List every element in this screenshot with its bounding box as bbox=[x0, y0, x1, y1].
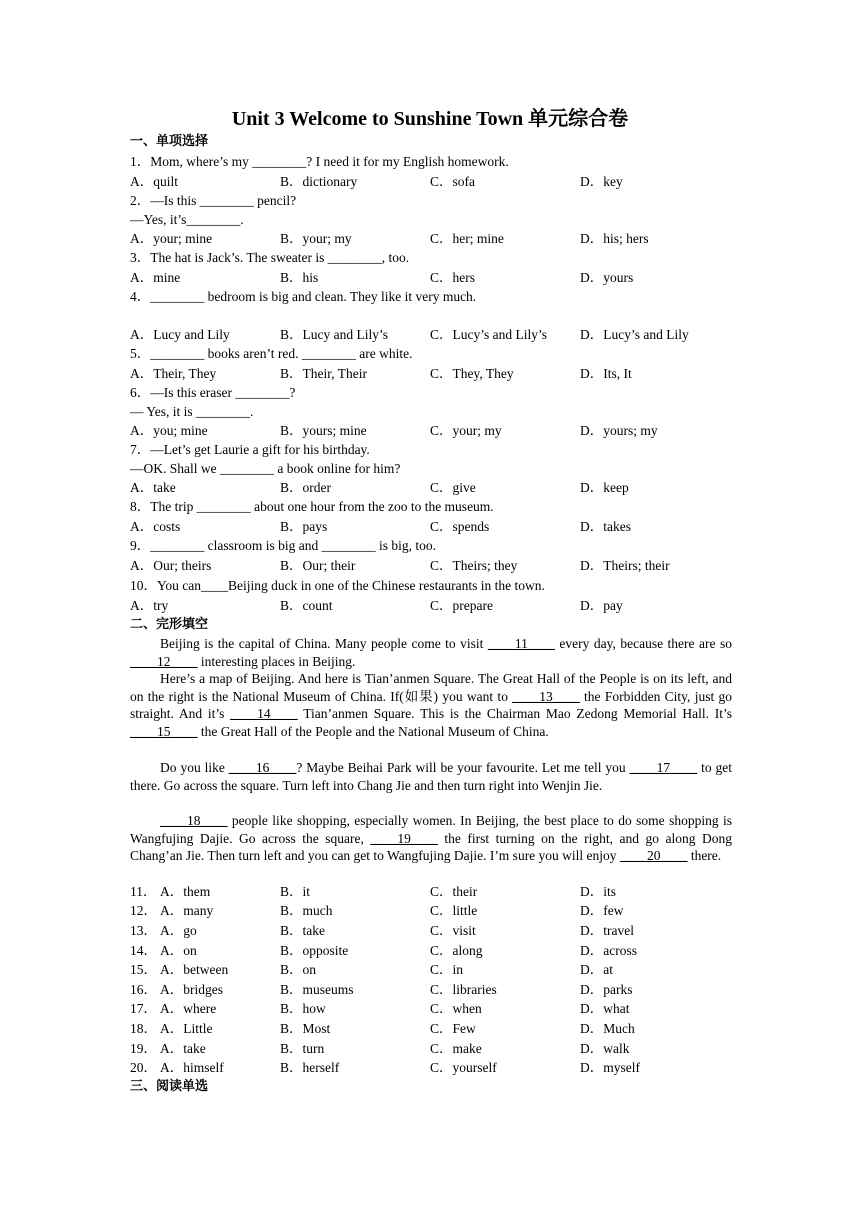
cloze-blank-12: ____12____ bbox=[130, 653, 198, 669]
cloze-16-option-d: D．parks bbox=[580, 982, 633, 997]
question-8-option-c: C．spends bbox=[430, 519, 490, 534]
cloze-blank-17: ____17____ bbox=[629, 760, 698, 775]
question-10-option-a: A．try bbox=[130, 598, 169, 613]
cloze-13-option-d: D．travel bbox=[580, 923, 634, 938]
question-6-stem: 6．—Is this eraser ________? bbox=[130, 385, 296, 400]
cloze-19-option-b: B．turn bbox=[280, 1041, 325, 1056]
cloze-17-option-a: A．where bbox=[160, 1001, 217, 1016]
cloze-12-number: 12． bbox=[130, 903, 157, 918]
cloze-13-number: 13． bbox=[130, 923, 157, 938]
cloze-14-option-c: C．along bbox=[430, 943, 483, 958]
cloze-15-option-d: D．at bbox=[580, 962, 613, 977]
cloze-blank-20: ____20____ bbox=[619, 848, 688, 864]
cloze-16-option-c: C．libraries bbox=[430, 982, 497, 997]
cloze-11-number: 11． bbox=[130, 884, 157, 899]
cloze-blank-14: ____14____ bbox=[230, 706, 298, 722]
cloze-paragraph-2 bbox=[130, 670, 732, 741]
cloze-text: there. bbox=[687, 848, 722, 864]
question-6-option-d: D．yours; my bbox=[580, 423, 658, 438]
cloze-18-option-d: D．Much bbox=[580, 1021, 635, 1036]
section-heading-reading: 三、阅读单选 bbox=[130, 1079, 209, 1094]
cloze-11-option-a: A．them bbox=[160, 884, 211, 899]
cloze-18-option-a: A．Little bbox=[160, 1021, 213, 1036]
cloze-12-option-c: C．little bbox=[430, 903, 478, 918]
question-2-stem-line2: —Yes, it’s________. bbox=[130, 212, 244, 227]
question-5-option-b: B．Their, Their bbox=[280, 366, 367, 381]
question-7-option-a: A．take bbox=[130, 480, 176, 495]
question-2-option-d: D．his; hers bbox=[580, 231, 649, 246]
question-4-stem: 4．________ bedroom is big and clean. They like it very much. bbox=[130, 289, 477, 304]
question-4-option-d: D．Lucy’s and Lily bbox=[580, 327, 689, 342]
cloze-paragraph-4 bbox=[130, 812, 732, 865]
question-1-stem: 1．Mom, where’s my ________? I need it for my English homework. bbox=[130, 154, 509, 169]
cloze-12-option-a: A．many bbox=[160, 903, 214, 918]
question-6-option-a: A．you; mine bbox=[130, 423, 208, 438]
question-7-option-b: B．order bbox=[280, 480, 331, 495]
cloze-blank-13: ____13____ bbox=[512, 688, 580, 704]
question-1-option-b: B．dictionary bbox=[280, 174, 358, 189]
cloze-text: Do you like bbox=[160, 760, 229, 775]
cloze-20-option-a: A．himself bbox=[160, 1060, 224, 1075]
cloze-blank-11: ____11____ bbox=[487, 636, 555, 651]
cloze-19-number: 19． bbox=[130, 1041, 157, 1056]
section-heading-multiple-choice: 一、单项选择 bbox=[130, 134, 209, 149]
question-2-option-a: A．your; mine bbox=[130, 231, 213, 246]
section-heading-cloze: 二、完形填空 bbox=[130, 617, 209, 632]
question-7-stem-line2: —OK. Shall we ________ a book online for him? bbox=[130, 461, 401, 476]
question-1-option-a: A．quilt bbox=[130, 174, 179, 189]
question-5-stem: 5．________ books aren’t red. ________ are white. bbox=[130, 346, 413, 361]
cloze-13-option-b: B．take bbox=[280, 923, 325, 938]
cloze-text: the Great Hall of the People and the National Museum of China. bbox=[197, 724, 549, 740]
cloze-15-option-b: B．on bbox=[280, 962, 317, 977]
question-5-option-c: C．They, They bbox=[430, 366, 514, 381]
question-4-option-b: B．Lucy and Lily’s bbox=[280, 327, 388, 342]
cloze-17-option-d: D．what bbox=[580, 1001, 630, 1016]
cloze-20-option-c: C．yourself bbox=[430, 1060, 497, 1075]
question-2-stem: 2．—Is this ________ pencil? bbox=[130, 193, 297, 208]
question-5-option-d: D．Its, It bbox=[580, 366, 632, 381]
cloze-14-number: 14． bbox=[130, 943, 157, 958]
question-6-stem-line2: — Yes, it is ________. bbox=[130, 404, 254, 419]
cloze-12-option-d: D．few bbox=[580, 903, 624, 918]
question-9-option-a: A．Our; theirs bbox=[130, 558, 212, 573]
cloze-13-option-a: A．go bbox=[160, 923, 197, 938]
question-3-option-b: B．his bbox=[280, 270, 319, 285]
cloze-17-option-b: B．how bbox=[280, 1001, 326, 1016]
question-3-stem: 3．The hat is Jack’s. The sweater is ________, too. bbox=[130, 250, 410, 265]
question-6-option-b: B．yours; mine bbox=[280, 423, 367, 438]
cloze-text: interesting places in Beijing. bbox=[197, 653, 356, 669]
cloze-text: the first turning on the right, and go along Dong Chang’an Jie. Then turn left and you can get to Wangfujing Dajie. I’m sure you will enjoy bbox=[130, 830, 732, 864]
question-8-option-b: B．pays bbox=[280, 519, 328, 534]
question-1-option-d: D．key bbox=[580, 174, 623, 189]
question-9-option-b: B．Our; their bbox=[280, 558, 356, 573]
cloze-16-number: 16． bbox=[130, 982, 157, 997]
cloze-11-option-d: D．its bbox=[580, 884, 617, 899]
page-title: Unit 3 Welcome to Sunshine Town 单元综合卷 bbox=[231, 108, 629, 130]
question-10-option-c: C．prepare bbox=[430, 598, 493, 613]
question-10-option-b: B．count bbox=[280, 598, 333, 613]
question-1-option-c: C．sofa bbox=[430, 174, 475, 189]
cloze-18-option-b: B．Most bbox=[280, 1021, 331, 1036]
cloze-paragraph-3 bbox=[130, 759, 732, 794]
cloze-text: ? Maybe Beihai Park will be your favourite. Let me tell you bbox=[296, 760, 630, 775]
cloze-11-option-c: C．their bbox=[430, 884, 478, 899]
question-7-option-c: C．give bbox=[430, 480, 476, 495]
cloze-16-option-b: B．museums bbox=[280, 982, 354, 997]
cloze-17-number: 17． bbox=[130, 1001, 157, 1016]
cloze-blank-16: ____16____ bbox=[228, 760, 297, 775]
cloze-11-option-b: B．it bbox=[280, 884, 311, 899]
question-7-option-d: D．keep bbox=[580, 480, 629, 495]
cloze-16-option-a: A．bridges bbox=[160, 982, 223, 997]
cloze-15-number: 15． bbox=[130, 962, 157, 977]
cloze-20-option-b: B．herself bbox=[280, 1060, 340, 1075]
cloze-19-option-c: C．make bbox=[430, 1041, 482, 1056]
cloze-13-option-c: C．visit bbox=[430, 923, 476, 938]
question-6-option-c: C．your; my bbox=[430, 423, 502, 438]
cloze-text: Here’s a map of Beijing. And here is Tian’anmen Square. The Great Hall of the People is on its left, and on the right is the National Museum of China. If(如果) you want to bbox=[130, 671, 732, 704]
cloze-text: to get there. Go across the square. Turn left into Chang Jie and then turn right into Wenjin Jie. bbox=[130, 760, 732, 793]
cloze-15-option-c: C．in bbox=[430, 962, 464, 977]
cloze-14-option-d: D．across bbox=[580, 943, 637, 958]
cloze-14-option-a: A．on bbox=[160, 943, 197, 958]
cloze-15-option-a: A．between bbox=[160, 962, 229, 977]
cloze-paragraph-1 bbox=[130, 635, 732, 670]
cloze-17-option-c: C．when bbox=[430, 1001, 482, 1016]
question-3-option-c: C．hers bbox=[430, 270, 475, 285]
question-4-option-c: C．Lucy’s and Lily’s bbox=[430, 327, 547, 342]
cloze-19-option-a: A．take bbox=[160, 1041, 206, 1056]
cloze-blank-18: ____18____ bbox=[160, 813, 228, 828]
question-8-option-a: A．costs bbox=[130, 519, 181, 534]
question-4-option-a: A．Lucy and Lily bbox=[130, 327, 230, 342]
cloze-text: every day, because there are so bbox=[554, 636, 732, 651]
question-2-option-b: B．your; my bbox=[280, 231, 352, 246]
cloze-text: Beijing is the capital of China. Many people come to visit bbox=[160, 636, 488, 651]
cloze-18-number: 18． bbox=[130, 1021, 157, 1036]
cloze-text: Tian’anmen Square. This is the Chairman Mao Zedong Memorial Hall. It’s bbox=[297, 706, 732, 722]
question-9-stem: 9．________ classroom is big and ________ is big, too. bbox=[130, 538, 436, 553]
cloze-18-option-c: C．Few bbox=[430, 1021, 476, 1036]
cloze-14-option-b: B．opposite bbox=[280, 943, 349, 958]
cloze-blank-19: ____19____ bbox=[370, 830, 438, 846]
cloze-text: the Forbidden City, just go straight. And it’s bbox=[130, 688, 732, 722]
question-3-option-a: A．mine bbox=[130, 270, 181, 285]
cloze-20-number: 20． bbox=[130, 1060, 157, 1075]
question-9-option-d: D．Theirs; their bbox=[580, 558, 670, 573]
question-10-option-d: D．pay bbox=[580, 598, 623, 613]
cloze-text: people like shopping, especially women. In Beijing, the best place to do some shopping is Wangfujing Dajie. Go across the square, bbox=[130, 813, 732, 846]
question-10-stem: 10．You can____Beijing duck in one of the Chinese restaurants in the town. bbox=[130, 578, 545, 593]
question-5-option-a: A．Their, They bbox=[130, 366, 217, 381]
cloze-blank-15: ____15____ bbox=[130, 724, 198, 740]
question-8-option-d: D．takes bbox=[580, 519, 631, 534]
question-8-stem: 8．The trip ________ about one hour from the zoo to the museum. bbox=[130, 499, 494, 514]
question-7-stem: 7．—Let’s get Laurie a gift for his birthday. bbox=[130, 442, 370, 457]
question-9-option-c: C．Theirs; they bbox=[430, 558, 518, 573]
question-2-option-c: C．her; mine bbox=[430, 231, 504, 246]
cloze-12-option-b: B．much bbox=[280, 903, 333, 918]
cloze-19-option-d: D．walk bbox=[580, 1041, 630, 1056]
question-3-option-d: D．yours bbox=[580, 270, 634, 285]
cloze-20-option-d: D．myself bbox=[580, 1060, 640, 1075]
